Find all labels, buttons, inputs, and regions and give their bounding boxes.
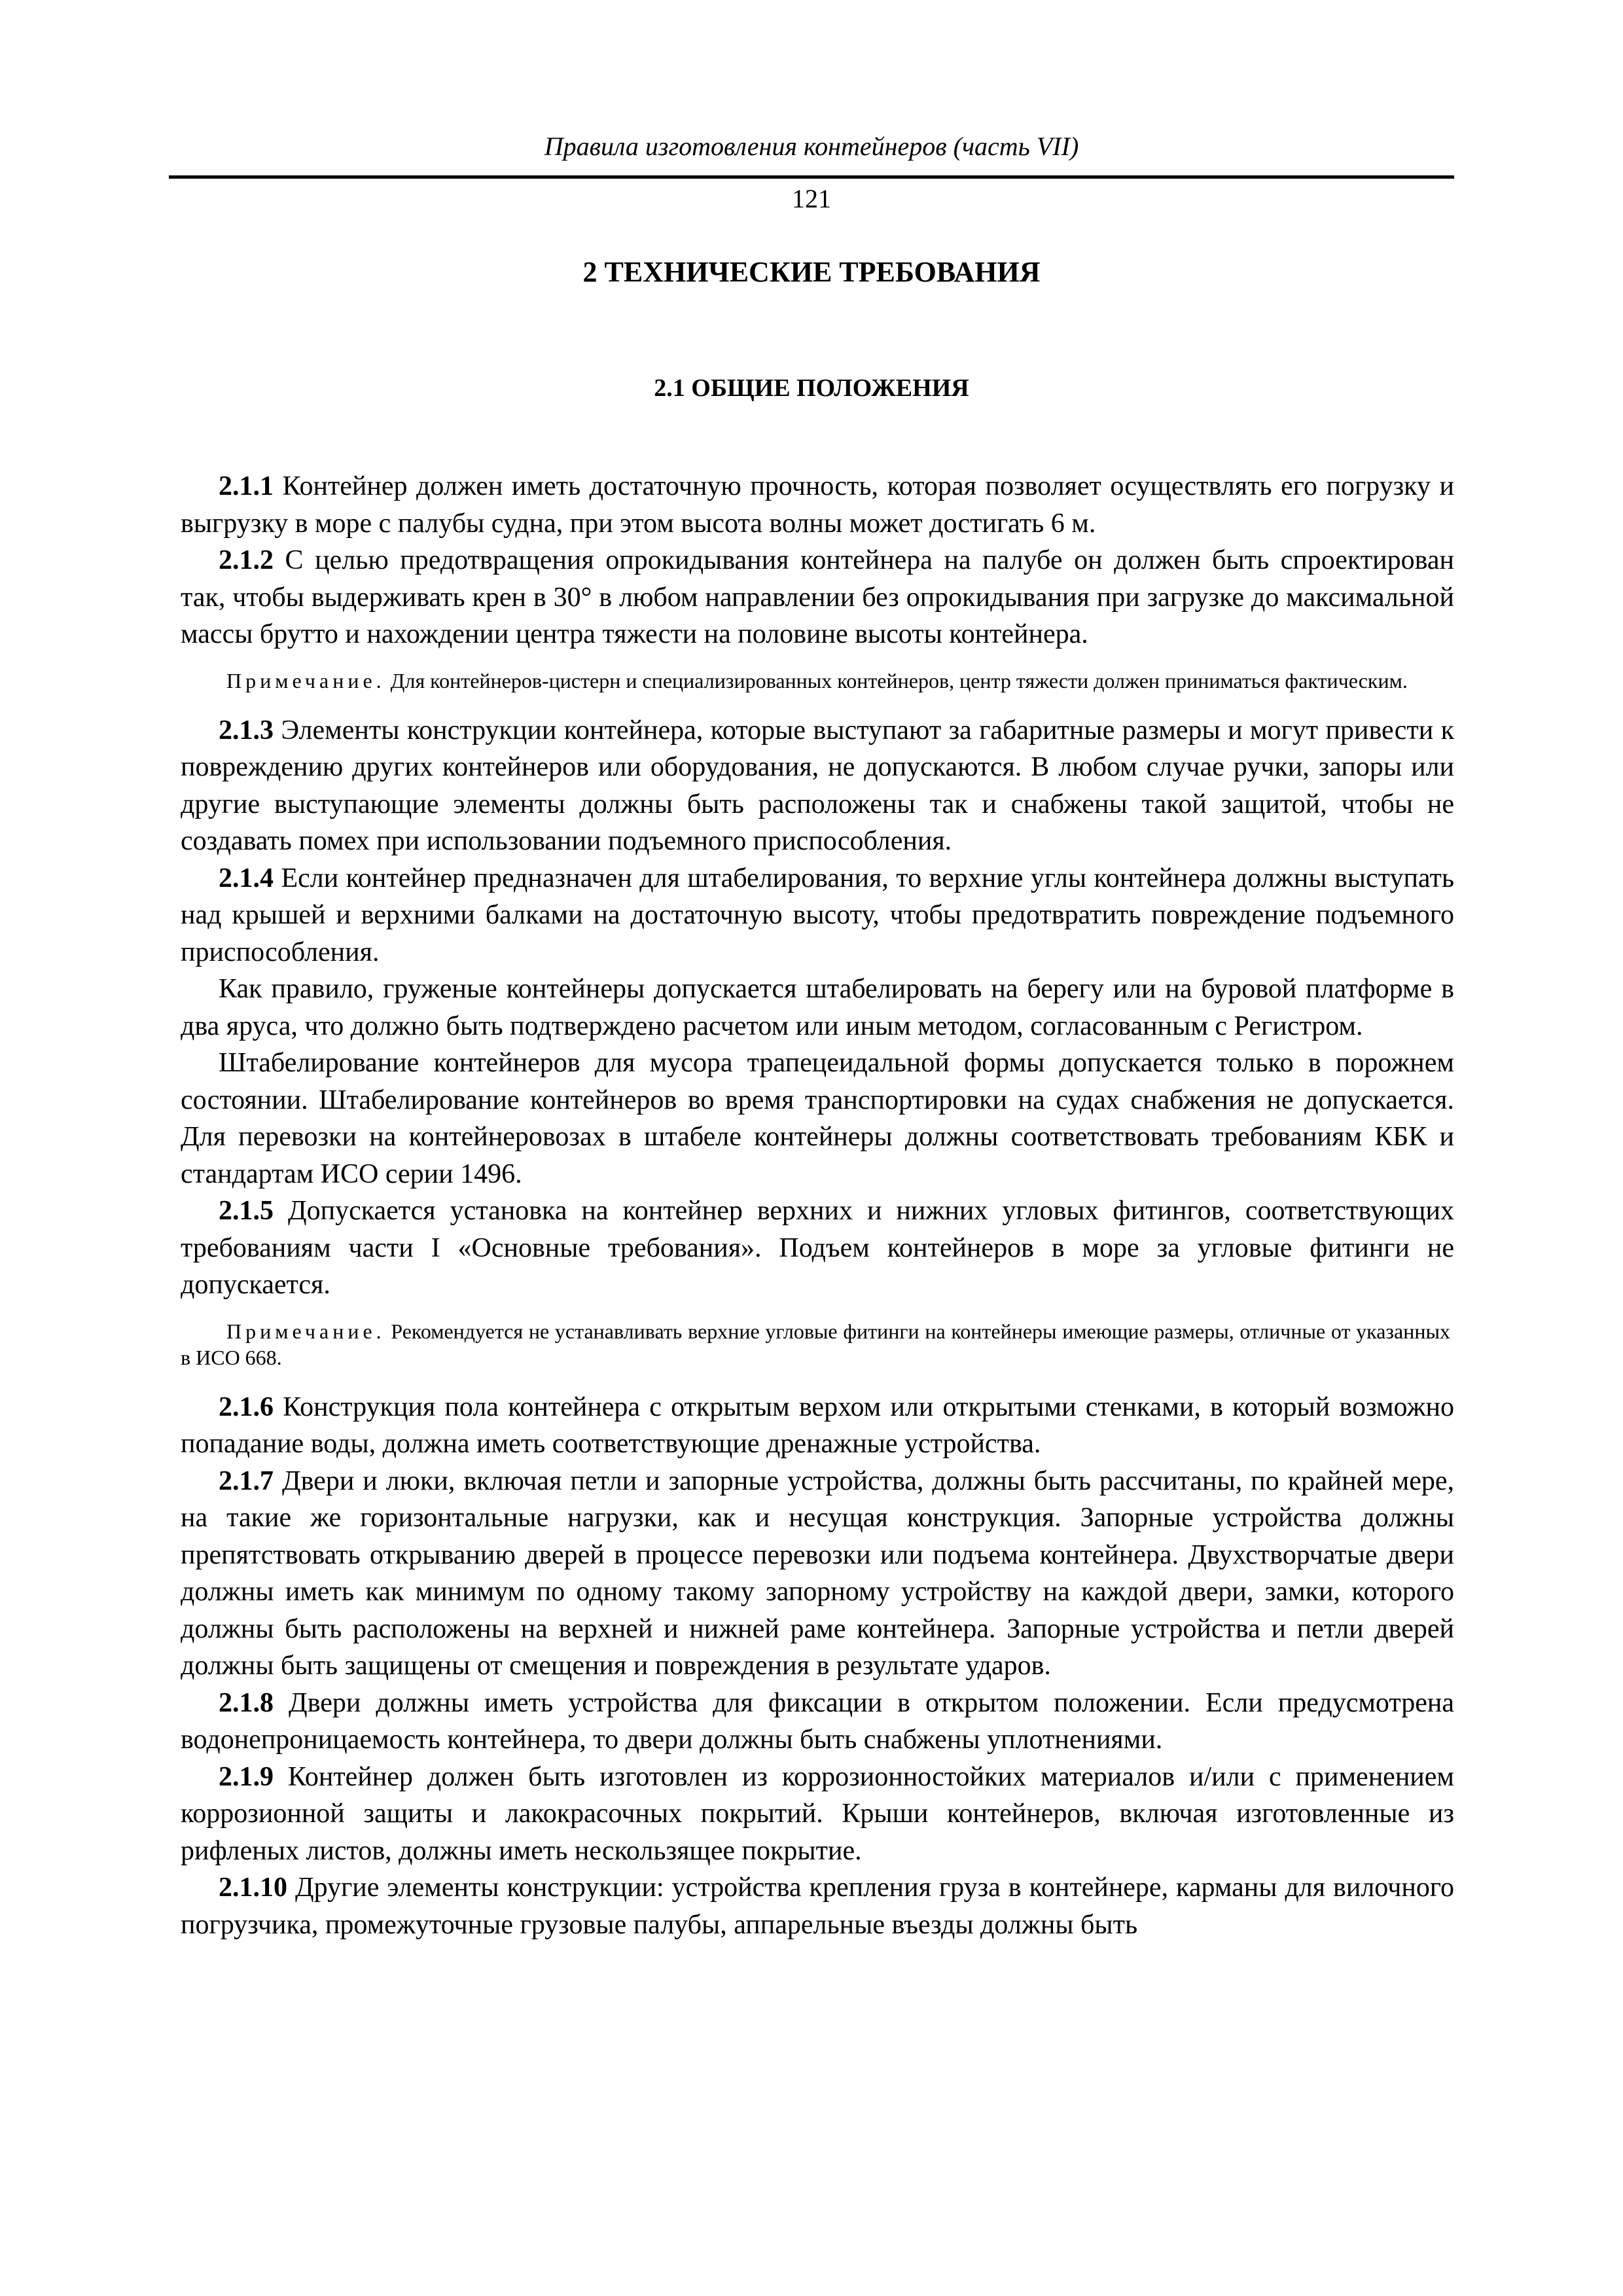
paragraph-2-1-10 bbox=[181, 1869, 1454, 1943]
paragraph-text: Конструкция пола контейнера с открытым верхом или открытыми стенками, в который возможно попадание воды, должна иметь соответствующие дренажные устройства. bbox=[181, 1391, 1454, 1459]
paragraph-2-1-2 bbox=[181, 542, 1454, 653]
header-rule bbox=[169, 175, 1454, 179]
paragraph-2-1-4 bbox=[181, 860, 1454, 971]
page-number: 121 bbox=[792, 184, 831, 213]
note-label: Примечание. bbox=[226, 668, 385, 692]
clause-number: 2.1.9 bbox=[219, 1761, 274, 1792]
clause-number: 2.1.2 bbox=[219, 545, 274, 575]
paragraph-text: Другие элементы конструкции: устройства крепления груза в контейнере, карманы для вилочного погрузчика, промежуточные грузовые палубы, аппарельные въезды должны быть bbox=[181, 1873, 1454, 1940]
chapter-heading: 2 ТЕХНИЧЕСКИЕ ТРЕБОВАНИЯ bbox=[582, 256, 1041, 288]
section-heading: 2.1 ОБЩИЕ ПОЛОЖЕНИЯ bbox=[654, 374, 969, 402]
paragraph-text: Двери и люки, включая петли и запорные устройства, должны быть рассчитаны, по крайней мере, на такие же горизонтальные нагрузки, как и несущая конструкция. Запорные устройства должны препятствовать открыванию дверей в процессе перевозки или подъема контейнера. Двухстворчатые двери должны иметь как минимум по одному такому запорному устройству на каждой двери, замки, которого должны быть расположены на верхней и нижней раме контейнера. Запорные устройства и петли дверей должны быть защищены от смещения и повреждения в результате ударов. bbox=[181, 1465, 1454, 1681]
note-text: Рекомендуется не устанавливать верхние угловые фитинги на контейнеры имеющие размеры, отличные от указанных в ИСО 668. bbox=[181, 1319, 1450, 1369]
paragraph-2-1-5 bbox=[181, 1193, 1454, 1304]
paragraph-2-1-1 bbox=[181, 468, 1454, 542]
paragraph-text: Штабелирование контейнеров для мусора трапецеидальной формы допускается только в порожнем состоянии. Штабелирование контейнеров во время транспортировки на судах снабжения не допускается. Для перевозки на контейнеровозах в штабеле контейнеры должны соответствовать требованиям КБК и стандартам ИСО серии 1496. bbox=[181, 1048, 1454, 1189]
paragraph-text: Элементы конструкции контейнера, которые выступают за габаритные размеры и могут привести к повреждению других контейнеров или оборудования, не допускаются. В любом случае ручки, запоры или другие выступающие элементы должны быть расположены так и снабжены такой защитой, чтобы не создавать помех при использовании подъемного приспособления. bbox=[181, 715, 1454, 856]
paragraph-text: Контейнер должен быть изготовлен из коррозионностойких материалов и/или с применением коррозионной защиты и лакокрасочных покрытий. Крыши контейнеров, включая изготовленные из рифленых листов, должны иметь нескользящее покрытие. bbox=[181, 1761, 1454, 1866]
paragraph-2-1-8 bbox=[181, 1685, 1454, 1759]
clause-number: 2.1.5 bbox=[219, 1196, 274, 1226]
paragraph-2-1-9 bbox=[181, 1759, 1454, 1870]
paragraph-2-1-3 bbox=[181, 712, 1454, 860]
body-text bbox=[181, 468, 1454, 1943]
clause-number: 2.1.1 bbox=[219, 471, 274, 501]
paragraph-text: Двери должны иметь устройства для фиксации в открытом положении. Если предусмотрена водонепроницаемость контейнера, то двери должны быть снабжены уплотнениями. bbox=[181, 1687, 1454, 1755]
note-2 bbox=[181, 1318, 1454, 1371]
clause-number: 2.1.7 bbox=[219, 1465, 274, 1496]
paragraph-text: Контейнер должен иметь достаточную прочность, которая позволяет осуществлять его погрузку и выгрузку в море с палубы судна, при этом высота волны может достигать 6 м. bbox=[181, 471, 1454, 539]
note-text: Для контейнеров-цистерн и специализированных контейнеров, центр тяжести должен приниматься фактическим. bbox=[385, 668, 1408, 692]
clause-number: 2.1.10 bbox=[219, 1873, 287, 1903]
note-1 bbox=[181, 668, 1454, 694]
paragraph-text: Если контейнер предназначен для штабелирования, то верхние углы контейнера должны выступать над крышей и верхними балками на достаточную высоту, чтобы предотвратить повреждение подъемного приспособления. bbox=[181, 863, 1454, 967]
paragraph-2-1-7 bbox=[181, 1463, 1454, 1685]
paragraph-text: Как правило, груженые контейнеры допускается штабелировать на берегу или на буровой платформе в два яруса, что должно быть подтверждено расчетом или иным методом, согласованным с Регистром. bbox=[181, 974, 1454, 1041]
paragraph-text: Допускается установка на контейнер верхних и нижних угловых фитингов, соответствующих требованиям части I «Основные требования». Подъем контейнеров в море за угловые фитинги не допускается. bbox=[181, 1196, 1454, 1300]
running-header-title: Правила изготовления контейнеров (часть VII) bbox=[544, 132, 1079, 161]
paragraph-waste-container-stacking bbox=[181, 1045, 1454, 1193]
paragraph-stacking-rule bbox=[181, 971, 1454, 1045]
clause-number: 2.1.3 bbox=[219, 715, 274, 745]
note-label: Примечание. bbox=[226, 1319, 385, 1343]
clause-number: 2.1.8 bbox=[219, 1687, 274, 1718]
paragraph-2-1-6 bbox=[181, 1389, 1454, 1463]
paragraph-text: С целью предотвращения опрокидывания контейнера на палубе он должен быть спроектирован так, чтобы выдерживать крен в 30° в любом направлении без опрокидывания при загрузке до максимальной массы брутто и нахождении центра тяжести на половине высоты контейнера. bbox=[181, 545, 1454, 649]
clause-number: 2.1.4 bbox=[219, 863, 274, 893]
clause-number: 2.1.6 bbox=[219, 1391, 274, 1422]
